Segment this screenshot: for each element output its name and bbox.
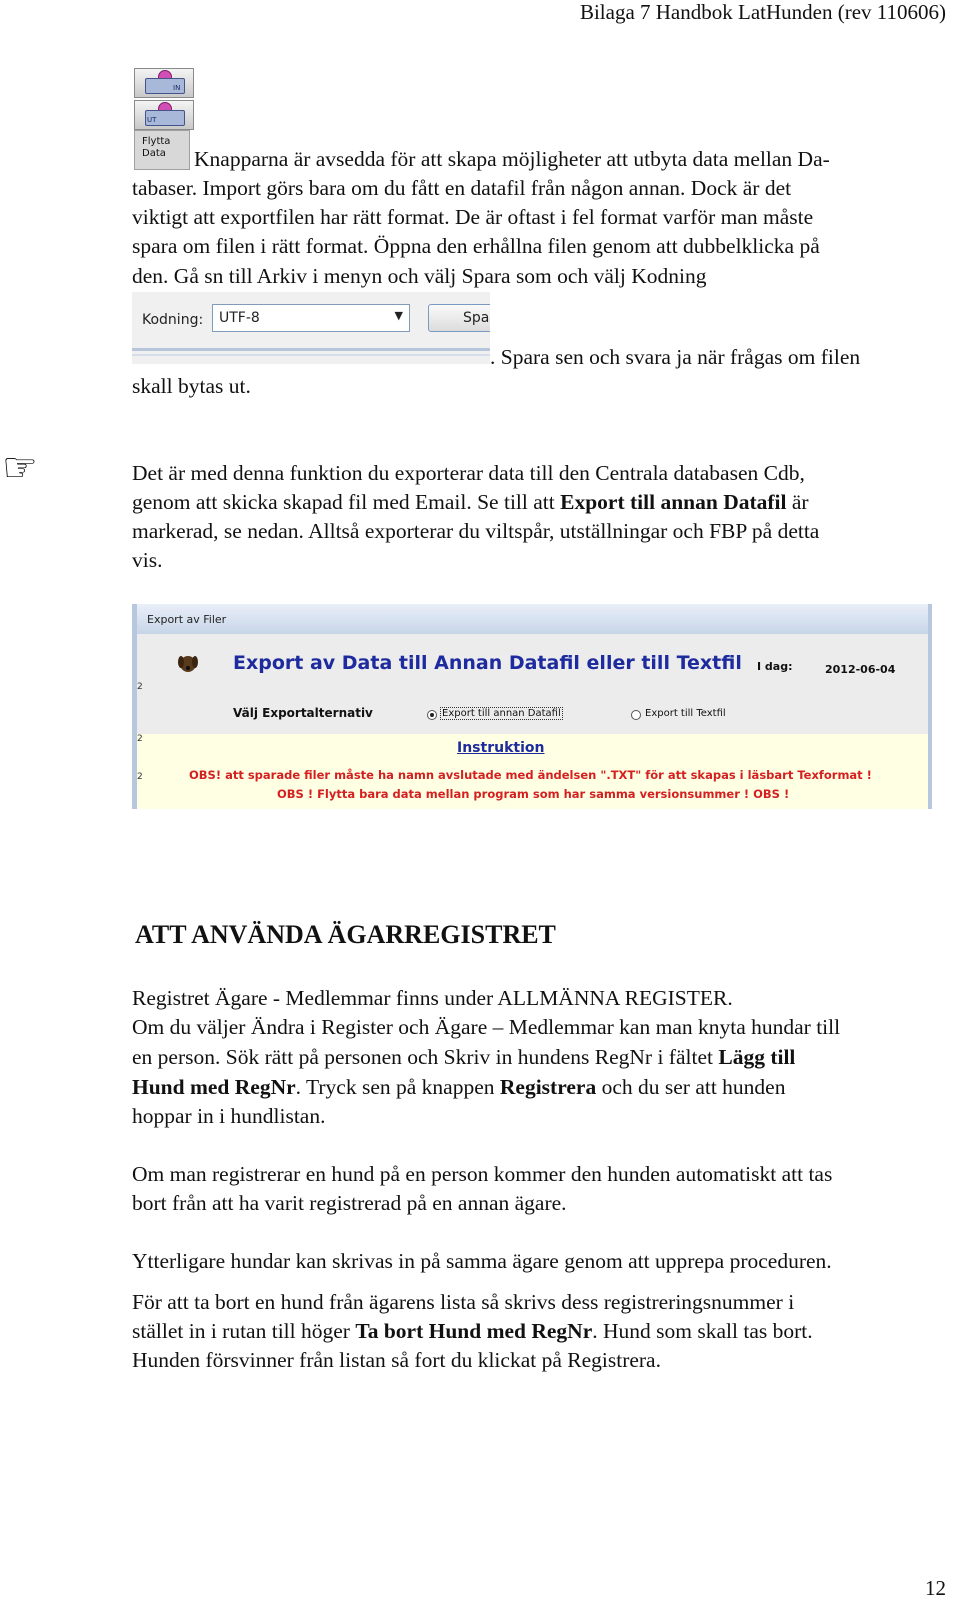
import-button-icon (134, 68, 194, 98)
option-export-textfil-label[interactable]: Export till Textfil (645, 708, 726, 719)
after-kodning-line-2: skall bytas ut. (132, 374, 251, 398)
obs-warning-2: OBS ! Flytta bara data mellan program som har samma versionsummer ! OBS ! (277, 787, 790, 801)
intro-line-5: den. Gå sn till Arkiv i menyn och välj Spara som och välj Kodning (132, 264, 707, 288)
export-para-line-2: genom att skicka skapad fil med Email. Se till att Export till annan Datafil är (132, 490, 809, 514)
kodning-select (212, 304, 410, 332)
ut-tag: UT (147, 116, 157, 124)
side-mark: 2 (137, 682, 143, 692)
save-button: Spa (428, 304, 490, 332)
p1-line-1: Registret Ägare - Medlemmar finns under ALLMÄNNA REGISTER. (132, 986, 733, 1010)
p4-line-3: Hunden försvinner från listan så fort du klickat på Registrera. (132, 1348, 661, 1372)
divider (132, 354, 490, 356)
date-value: 2012-06-04 (825, 663, 896, 676)
after-kodning-text: . Spara sen och svara ja när frågas om filen (490, 345, 861, 369)
section-heading: ATT ANVÄNDA ÄGARREGISTRET (135, 920, 556, 949)
kodning-screenshot (132, 292, 490, 364)
intro-line-3: viktigt att exportfilen har rätt format. De är oftast i fel format varför man måste (132, 205, 814, 229)
option-export-datafil-label[interactable]: Export till annan Datafil (442, 708, 561, 719)
p1-line-3: en person. Sök rätt på personen och Skriv in hundens RegNr i fältet Lägg till (132, 1045, 796, 1069)
p2-line-1: Om man registrerar en hund på en person kommer den hunden automatiskt att tas (132, 1162, 833, 1186)
page-number: 12 (925, 1576, 946, 1600)
intro-line-2: tabaser. Import görs bara om du fått en datafil från någon annan. Dock är det (132, 176, 792, 200)
export-para-line-1: Det är med denna funktion du exporterar data till den Centrala databasen Cdb, (132, 461, 805, 485)
side-mark: 2 (137, 772, 143, 782)
in-tag: IN (173, 84, 181, 92)
choose-export-label: Välj Exportalternativ (233, 706, 373, 720)
instruction-link[interactable]: Instruktion (457, 740, 545, 756)
p1-line-4: Hund med RegNr. Tryck sen på knappen Registrera och du ser att hunden (132, 1075, 786, 1099)
dog-icon (175, 652, 201, 674)
flytta-label: Flytta (142, 136, 171, 147)
pointing-hand-icon: ☞ (2, 445, 38, 491)
radio-export-textfil[interactable] (631, 710, 641, 720)
page-header: Bilaga 7 Handbok LatHunden (rev 110606) (579, 0, 946, 24)
kodning-value: UTF-8 (219, 310, 260, 326)
p4-line-1: För att ta bort en hund från ägarens lista så skrivs dess registreringsnummer i (132, 1290, 795, 1314)
chevron-down-icon: ▼ (394, 309, 403, 322)
export-para-line-3: markerad, se nedan. Alltså exporterar du viltspår, utställningar och FBP på detta (132, 519, 820, 543)
p3-line-1: Ytterligare hundar kan skrivas in på samma ägare genom att upprepa proceduren. (132, 1249, 832, 1273)
export-window-screenshot (132, 604, 932, 809)
kodning-label: Kodning: (142, 312, 204, 328)
obs-warning-1: OBS! att sparade filer måste ha namn avslutade med ändelsen ".TXT" för att skapas i läsbart Texformat ! (189, 768, 872, 782)
flytta-data-icon (134, 130, 190, 170)
radio-export-datafil[interactable] (427, 710, 437, 720)
window-titlebar (137, 604, 932, 634)
p1-line-2: Om du väljer Ändra i Register och Ägare – Medlemmar kan man knyta hundar till (132, 1015, 841, 1039)
p1-line-5: hoppar in i hundlistan. (132, 1104, 326, 1128)
intro-line-4: spara om filen i rätt format. Öppna den erhållna filen genom att dubbelklicka på (132, 234, 820, 258)
data-label: Data (142, 148, 166, 159)
side-mark: 2 (137, 734, 143, 744)
today-label: I dag: (757, 660, 793, 673)
p2-line-2: bort från att ha varit registrerad på en annan ägare. (132, 1191, 567, 1215)
divider (132, 348, 490, 351)
export-heading: Export av Data till Annan Datafil eller till Textfil (233, 652, 742, 674)
intro-line-1: Knapparna är avsedda för att skapa möjligheter att utbyta data mellan Da- (194, 147, 830, 171)
p4-line-2: stället in i rutan till höger Ta bort Hund med RegNr. Hund som skall tas bort. (132, 1319, 813, 1343)
window-title: Export av Filer (147, 613, 227, 626)
export-button-icon (134, 100, 194, 130)
export-para-line-4: vis. (132, 548, 163, 572)
